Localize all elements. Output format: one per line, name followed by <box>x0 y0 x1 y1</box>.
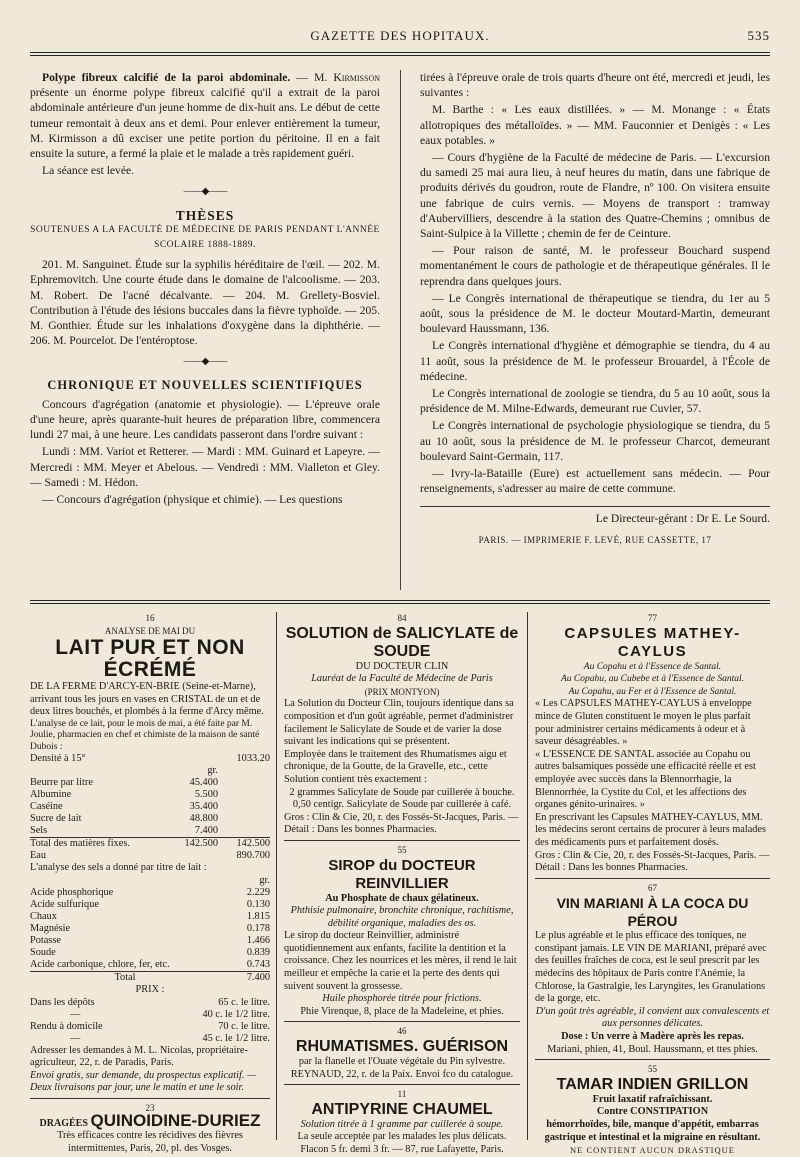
row-label: Sels <box>30 825 48 837</box>
ad-separator <box>284 1021 520 1022</box>
row-value: 1.466 <box>246 935 270 947</box>
row-label: Rendu à domicile <box>30 1020 103 1032</box>
density-value: 1033.20 <box>236 753 270 765</box>
ads-divider-1 <box>276 612 277 1140</box>
theses-subheading: SOUTENUES A LA FACULTÉ DE MÉDECINE DE PARIS PENDANT L'ANNÉE SCOLAIRE 1888-1889. <box>30 224 380 251</box>
row-label: Magnésie <box>30 923 71 935</box>
capsules-line-3: Au Copahu, au Fer et à l'Essence de Santal. <box>568 686 737 697</box>
salicylate-p2: Employée dans le traitement des Rhumatismes aigu et chronique, de la Goutte, de la Gravelle, etc., cette Solution contient très exactement : <box>284 748 507 785</box>
eau-value: 890.700 <box>236 850 270 862</box>
ad-number: 67 <box>648 882 657 893</box>
total-value-2: 142.500 <box>236 838 270 850</box>
ad-separator <box>284 840 520 841</box>
right-paragraph-6: Le Congrès international d'hygiène et démographie se tiendra, du 4 au 11 août, sous la présidence de M. le professeur Brouardel, à l'École de médecine. <box>420 339 770 383</box>
antipyrine-subtitle: Solution titrée à 1 gramme par cuillerée à soupe. <box>300 1118 504 1130</box>
row-label: Caséine <box>30 801 63 813</box>
row-label: Soude <box>30 947 56 959</box>
left-column <box>30 70 380 509</box>
row-value: 0.178 <box>246 923 270 935</box>
unit-label: gr. <box>207 765 218 777</box>
total-label: Total des matières fixes. <box>30 838 130 850</box>
salicylate-p1: La Solution du Docteur Clin, toujours identique dans sa composition et d'un goût agréable, permet d'administrer facilement le Salicylate de Soude et de varier la dose suivant les indications qui se présentent. <box>284 698 514 748</box>
row-label: Dans les dépôts <box>30 996 95 1008</box>
prix-label: PRIX : <box>135 984 165 996</box>
eau-label: Eau <box>30 850 47 862</box>
right-column <box>420 70 770 548</box>
table-row <box>30 1009 270 1021</box>
right-paragraph-4: — Pour raison de santé, M. le professeur Bouchard suspend momentanément le cours de pathologie et de thérapeutique générales. Il le reprendra dans quelques jours. <box>420 244 770 288</box>
right-paragraph-7: Le Congrès international de zoologie se tiendra, du 5 au 10 août, sous la présidence de M. Milne-Edwards, demeurant rue Cuvier, 57. <box>420 387 770 416</box>
polype-author: M. Kirmisson <box>314 71 381 84</box>
table-row <box>30 789 270 801</box>
salicylate-subtitle: DU DOCTEUR CLIN <box>355 660 449 672</box>
row-label: Acide sulfurique <box>30 899 99 911</box>
row-label: Albumine <box>30 789 72 801</box>
chronique-paragraph-1: Concours d'agrégation (anatomie et physiologie). — L'épreuve orale d'une heure, après quarante-huit heures de préparation libre, commencera lundi 27 mai, à une heure. Les candidats passeront dans l'ordre suivant : <box>30 397 380 442</box>
vin-mariani-dose: Dose : Un verre à Madère après les repas. <box>561 1031 744 1043</box>
row-value: 1.815 <box>246 911 270 923</box>
tamar-contre: Contre CONSTIPATION <box>596 1106 709 1118</box>
table-row <box>30 875 270 887</box>
row-value: 2.229 <box>246 887 270 899</box>
lait-contact: Adresser les demandes à M. L. Nicolas, propriétaire-agriculteur, 22, r. de Paradis, Paris. <box>30 1044 248 1069</box>
row-value: 45 c. le 1/2 litre. <box>202 1032 270 1044</box>
ads-top-rule <box>30 600 770 601</box>
theses-heading-block <box>30 208 380 254</box>
table-row <box>30 1033 270 1045</box>
row-label: — <box>70 1008 81 1020</box>
table-row <box>30 972 270 985</box>
sels-total-label: Total <box>114 972 136 984</box>
header-rule <box>30 52 770 53</box>
antipyrine-title: ANTIPYRINE CHAUMEL <box>311 1100 493 1118</box>
signature-rule <box>420 506 770 507</box>
sels-unit: gr. <box>259 875 270 887</box>
prix-table <box>30 997 270 1045</box>
sirop-subtitle: Au Phosphate de chaux gélatineux. <box>325 892 479 904</box>
table-row <box>30 947 270 959</box>
ad-number: 55 <box>397 844 407 855</box>
lait-intro: DE LA FERME D'ARCY-EN-BRIE (Seine-et-Marne), arrivant tous les jours en vases en CRISTAL de un et de deux litres bouchés, et plombés à la ferme d'Arcy même. <box>30 681 264 718</box>
quinoidine-prefix: DRAGÉES <box>39 1117 88 1129</box>
ad-column-right <box>535 612 770 1157</box>
table-row <box>30 813 270 825</box>
tamar-footer: NE CONTIENT AUCUN DRASTIQUE <box>570 1145 735 1156</box>
tamar-title: TAMAR INDIEN GRILLON <box>556 1075 749 1093</box>
vin-mariani-footer: Mariani, phien, 41, Boul. Haussmann, et ttes phies. <box>547 1043 758 1055</box>
row-label: Acide carbonique, chlore, fer, etc. <box>30 959 170 971</box>
row-label: Sucre de lait <box>30 813 82 825</box>
antipyrine-body: La seule acceptée par les malades les plus délicats. Flacon 5 fr. demi 3 fr. — 87, rue Lafayette, Paris. <box>297 1131 507 1155</box>
sels-intro: L'analyse des sels a donné par titre de lait : <box>30 862 207 874</box>
ad-number: 55 <box>648 1064 657 1075</box>
journal-title: GAZETTE DES HOPITAUX. <box>310 28 490 43</box>
row-value: 45.400 <box>189 777 218 789</box>
rhumatismes-body: par la flanelle et l'Ouate végétale du Pin sylvestre. REYNAUD, 22, r. de la Paix. Envoi fco du catalogue. <box>290 1056 514 1080</box>
theses-list: 201. M. Sanguinet. Étude sur la syphilis héréditaire de l'œil. — 202. M. Ephremovitch. Une courte étude dans le domaine de l'alcoolisme. — 203. M. Robert. De l'acné décalvante. — 204. M. Grellety-Bosviel. Contribution à l'étude des lésions buccales dans la fièvre typhoïde. — 205. M. Gonthier. Étude sur les inhalations d'oxygène dans la diphthérie. — 206. M. Pourcelot. De l'entéroptose. <box>30 258 380 348</box>
theses-heading: THÈSES <box>175 207 235 223</box>
row-value: 48.800 <box>189 813 218 825</box>
imprint: PARIS. — IMPRIMERIE F. LEVÉ, RUE CASSETTE, 17 <box>478 534 712 545</box>
table-row <box>30 923 270 935</box>
right-paragraph-3: — Cours d'hygiène de la Faculté de médecine de Paris. — L'excursion du samedi 25 mai aura lieu, à neuf heures du matin, dans une fabrique de produits dérivés du goudron, route de Flandre, nº 100. On visitera ensuite une fabrique de cuirs vernis. — Moyens de transport : tramway d'Aubervilliers, descendre à la station des Quatre-Chemins ; omnibus de Saint-Sulpice à la Villette ; chemin de fer de Ceinture. <box>420 151 770 241</box>
sirop-footer: Phie Virenque, 8, place de la Madeleine, et phies. <box>300 1005 504 1017</box>
right-paragraph-5: — Le Congrès international de thérapeutique se tiendra, du 1er au 5 août, sous la présidence de M. le docteur Moutard-Martin, demeurant boulevard Haussmann, 136. <box>420 291 770 336</box>
ad-number: 46 <box>397 1026 407 1037</box>
capsules-p1: « Les CAPSULES MATHEY-CAYLUS à enveloppe mince de Gluten constituent le moyen le plus parfait pour administrer certains médicaments à odeur et à saveur désagréables. » <box>535 698 752 748</box>
table-row <box>30 801 270 813</box>
right-paragraph-2: M. Barthe : « Les eaux distillées. » — M. Monange : « États allotropiques des métalloïdes. » — MM. Fauconnier et Denigès : « Les eaux potables. » <box>420 103 770 147</box>
salicylate-dose-2: 0,50 centigr. Salicylate de Soude par cuillerée à café. <box>292 799 512 811</box>
capsules-footer: Gros : Clin & Cie, 20, r. des Fossés-St-Jacques, Paris. — Détail : Dans les bonnes Pharmacies. <box>535 849 770 874</box>
right-paragraph-9: — Ivry-la-Bataille (Eure) est actuellement sans médecin. — Pour renseignements, s'adresser au maire de cette commune. <box>420 467 770 496</box>
row-value: 35.400 <box>189 801 218 813</box>
row-value: 40 c. le 1/2 litre. <box>202 1008 270 1020</box>
ad-number: 16 <box>145 613 155 623</box>
ad-separator <box>535 878 770 879</box>
polype-title: Polype fibreux calcifié de la paroi abdominale. <box>42 71 291 84</box>
ad-number: 23 <box>145 1103 155 1114</box>
table-row <box>30 850 270 862</box>
signature: Le Directeur-gérant : Dr E. Le Sourd. <box>595 512 770 526</box>
density-label: Densité à 15° <box>30 753 86 765</box>
sirop-indications: Phthisie pulmonaire, bronchite chronique, rachitisme, débilité organique, maladies des os. <box>290 905 514 929</box>
table-row <box>30 777 270 789</box>
tamar-subtitle: Fruit laxatif rafraîchissant. <box>592 1093 713 1105</box>
ad-number: 77 <box>648 613 657 623</box>
table-row <box>30 887 270 899</box>
capsules-line-2: Au Copahu, au Cubebe et à l'Essence de Santal. <box>560 674 745 685</box>
row-value: 65 c. le litre. <box>218 996 270 1008</box>
header-rule-2 <box>30 55 770 56</box>
rhumatismes-title: RHUMATISMES. GUÉRISON <box>295 1038 509 1056</box>
table-row <box>30 911 270 923</box>
chronique-heading: CHRONIQUE ET NOUVELLES SCIENTIFIQUES <box>47 377 363 392</box>
salicylate-laureat: Lauréat de la Faculté de Médecine de Paris <box>311 673 493 685</box>
sirop-body: Le sirop du docteur Reinvillier, administré quotidiennement aux enfants, facilite la dentition et la croissance. Chez les nourrices et les mères, il rend le lait meilleur et empêche la carie et la perte des dents qui suivent souvent la grossesse. <box>284 930 517 992</box>
row-label: Chaux <box>30 911 57 923</box>
row-label: Potasse <box>30 935 61 947</box>
sels-total-value: 7.400 <box>246 972 270 984</box>
chronique-paragraph-3: — Concours d'agrégation (physique et chimie). — Les questions <box>42 493 343 507</box>
ad-number: 84 <box>397 613 407 623</box>
table-row <box>30 753 270 765</box>
row-value: 5.500 <box>194 789 218 801</box>
ad-column-middle <box>284 612 520 1157</box>
quinoidine-title-line <box>30 1110 270 1131</box>
quinoidine-title: QUINOIDINE-DURIEZ <box>90 1110 261 1130</box>
chronique-heading-block <box>30 378 380 393</box>
table-row <box>30 935 270 947</box>
ads-divider-2 <box>527 612 528 1140</box>
column-divider <box>400 70 401 590</box>
polype-paragraph: Polype fibreux calcifié de la paroi abdominale. — M. Kirmisson présente un énorme polype fibreux calcifié qu'il a extrait de la paroi abdominale antérieure d'un jeune homme de dix-huit ans. Le début de cette tumeur remontait à deux ans et demi. Pour enlever entièrement la tumeur, M. Kirmisson a dû exciser une petite portion du péritoine. Il en a fait ensuite la suture, a fermé la plaie et le malade a très rapidement guéri. <box>30 71 381 161</box>
ad-separator <box>30 1098 270 1099</box>
seance-levee: La séance est levée. <box>42 164 135 178</box>
salicylate-footer: Gros : Clin & Cie, 20, r. des Fossés-St-Jacques, Paris. — Détail : Dans les bonnes Pharmacies. <box>284 811 519 836</box>
sirop-huile: Huile phosphorée titrée pour frictions. <box>322 993 482 1005</box>
capsules-p3: En prescrivant les Capsules MATHEY-CAYLUS, MM. les médecins seront certains de procurer à leurs malades des médicaments purs et parfaitement dosés. <box>535 811 767 848</box>
vin-mariani-title: VIN MARIANI À LA COCA DU PÉROU <box>556 895 749 930</box>
row-label: Beurre par litre <box>30 777 93 789</box>
page-number: 535 <box>747 28 770 43</box>
row-value: 7.400 <box>194 825 218 837</box>
page-header <box>30 28 770 46</box>
salicylate-title: SOLUTION de SALICYLATE de SOUDE <box>285 624 519 660</box>
vin-mariani-body: Le plus agréable et le plus efficace des toniques, ne constipant jamais. LE VIN DE MARIANI, préparé avec des feuilles fraîches de coca, est le seul prescrit par les médecins des hôpitaux de Paris contre l'Anémie, la Chlorose, la Gastralgie, les Laryngites, les Granulations de la gorge, etc. <box>535 930 767 1005</box>
capsules-title: CAPSULES MATHEY-CAYLUS <box>564 624 741 660</box>
table-row <box>30 838 270 851</box>
section-ornament: ——◆—— <box>183 356 227 368</box>
section-ornament: ——◆—— <box>183 186 227 198</box>
table-row <box>30 765 270 777</box>
lait-analysis-intro: L'analyse de ce lait, pour le mois de mai, a été faite par M. Joulie, pharmacien en chef et chimiste de la maison de santé Dubois : <box>30 718 260 752</box>
polype-body: présente un énorme polype fibreux calcifié qu'il a extrait de la paroi abdominale antérieure d'un jeune homme de dix-huit ans. Le début de cette tumeur remontait à deux ans et demi. Pour enlever entièrement la tumeur, M. Kirmisson a dû exciser une petite portion du péritoine. Il en a fait ensuite la suture, a fermé la plaie et le malade a très rapidement guéri. <box>30 86 380 161</box>
table-row <box>30 1021 270 1033</box>
sels-table <box>30 875 270 984</box>
quinoidine-text: Très efficaces contre les récidives des fièvres intermittentes, Paris, 20, pl. des Vosges. <box>57 1130 243 1154</box>
row-value: 70 c. le litre. <box>218 1020 270 1032</box>
table-row <box>30 899 270 911</box>
table-row <box>30 825 270 838</box>
ad-separator <box>535 1059 770 1060</box>
row-value: 0.839 <box>246 947 270 959</box>
lait-analysis-table <box>30 753 270 862</box>
ad-column-lait <box>30 612 270 1155</box>
right-paragraph-8: Le Congrès international de psychologie physiologique se tiendra, du 5 au 10 août, sous la présidence de M. le professeur Charcot, demeurant boulevard Saint-Germain, 117. <box>420 419 770 463</box>
ad-number: 11 <box>397 1089 407 1100</box>
salicylate-prix: (PRIX MONTYON) <box>364 686 440 697</box>
row-label: — <box>70 1032 81 1044</box>
ads-top-rule-2 <box>30 603 770 604</box>
vin-mariani-note: D'un goût très agréable, il convient aux convalescents et aux personnes délicates. <box>535 1005 770 1030</box>
table-row <box>30 959 270 972</box>
ad-separator <box>284 1084 520 1085</box>
row-value: 0.743 <box>246 959 270 971</box>
right-paragraph-1: tirées à l'épreuve orale de trois quarts d'heure ont été, mercredi et jeudi, les suivantes : <box>420 71 770 100</box>
capsules-p2: « L'ESSENCE DE SANTAL associée au Copahu ou autres balsamiques possède une efficacité réelle et est employée avec succès dans la Blennorrhagie, la Blennorrhée, la Cystite du Col, et les affections des organes génito-urinaires. » <box>535 748 756 811</box>
tamar-body: hémorrhoïdes, bile, manque d'appétit, embarras gastrique et intestinal et la migraine en résultant. <box>544 1119 761 1143</box>
salicylate-dose-1: 2 grammes Salicylate de Soude par cuillerée à bouche. <box>289 786 515 798</box>
capsules-line-1: Au Copahu et à l'Essence de Santal. <box>583 661 722 672</box>
lait-title: LAIT PUR ET NON ÉCRÉMÉ <box>55 636 245 682</box>
sirop-title: SIROP du DOCTEUR REINVILLIER <box>328 856 476 892</box>
row-value: 0.130 <box>246 899 270 911</box>
table-row <box>30 997 270 1009</box>
lait-envoi: Envoi gratis, sur demande, du prospectus explicatif. — Deux livraisons par jour, une le matin et une le soir. <box>30 1069 257 1094</box>
chronique-paragraph-2: Lundi : MM. Variot et Retterer. — Mardi : MM. Guinard et Lapeyre. — Mercredi : MM. Meyer et Abelous. — Vendredi : MM. Vialleton et Gley. — Samedi : M. Hédon. <box>30 445 380 489</box>
lait-label: ANALYSE DE MAI DU <box>104 625 196 636</box>
total-value: 142.500 <box>184 838 218 850</box>
row-label: Acide phosphorique <box>30 887 114 899</box>
